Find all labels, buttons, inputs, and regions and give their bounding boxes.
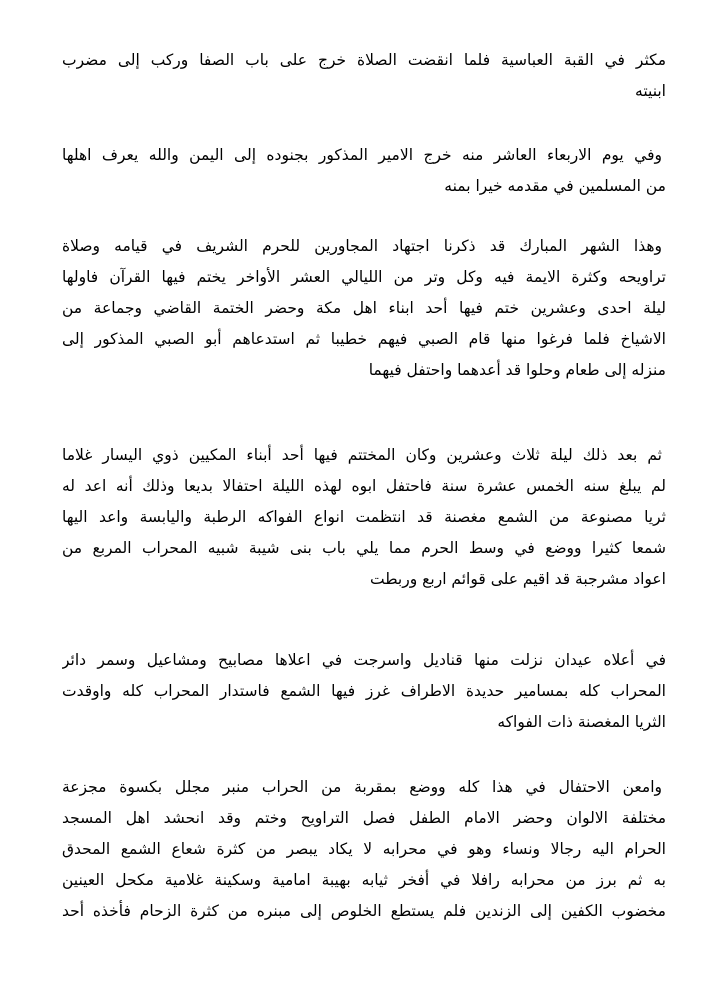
text-line: الحرام اليه رجالا ونساء وهو في محرابه لا يكاد يبصر من كثرة شعاع الشمع المحدق [62, 840, 666, 858]
text-line: الاشياخ فلما فرغوا منها قام الصبي فيهم خطيبا ثم استدعاهم أبو الصبي المذكور إلى [62, 330, 666, 348]
text-line: تراويحه وكثرة الايمة فيه وكل وتر من الليالي العشر الأواخر يختم فيها القرآن فاولها [62, 268, 666, 286]
text-line: مختلفة الالوان وحضر الامام الطفل فصل التراويح وختم وقد انحشد اهل المسجد [62, 809, 666, 827]
text-line: المحراب كله بمسامير حديدة الاطراف غرز فيها الشمع فاستدار المحراب كله واوقدت [62, 682, 666, 700]
text-line: لم يبلغ سنه الخمس عشرة سنة فاحتفل ابوه لهذه الليلة احتفالا بديعا وذلك أنه اعد له [62, 477, 666, 495]
paragraph-6 [62, 772, 666, 927]
text-line: وهذا الشهر المبارك قد ذكرنا اجتهاد المجاورين للحرم الشريف في قيامه وصلاة [62, 237, 662, 255]
text-line: به ثم برز من محرابه رافلا في أفخر ثيابه بهيبة امامية وسكينة غلامية مكحل العينين [62, 871, 666, 889]
text-line: ليلة احدى وعشرين ختم فيها أحد ابناء اهل مكة وحضر الختمة القاضي وجماعة من [62, 299, 666, 317]
text-line: منزله إلى طعام وحلوا قد أعدهما واحتفل فيهما [368, 361, 666, 379]
text-line: شمعا كثيرا ووضع في وسط الحرم مما يلي باب بنى شيبة شبيه المحراب المربع من [62, 539, 666, 557]
paragraph-2 [62, 140, 666, 202]
text-line: وامعن الاحتفال في هذا كله ووضع بمقربة من الحراب منبر مجلل بكسوة مجزعة [62, 778, 662, 796]
paragraph-1 [62, 45, 666, 107]
text-line: اعواد مشرجبة قد اقيم على قوائم اربع وربطت [370, 570, 666, 588]
text-line: مكثر في القبة العباسية فلما انقضت الصلاة خرج على باب الصفا وركب إلى مضرب [62, 51, 666, 69]
text-line: في أعلاه عيدان نزلت منها قناديل واسرجت في اعلاها مصابيح ومشاعيل وسمر دائر [62, 651, 666, 669]
text-line: مخضوب الكفين إلى الزندين فلم يستطع الخلوص إلى مبنره من كثرة الزحام فأخذه أحد [62, 902, 666, 920]
paragraph-3 [62, 231, 666, 386]
text-line: ثم بعد ذلك ليلة ثلاث وعشرين وكان المختتم فيها أحد أبناء المكيين ذوي اليسار غلاما [62, 446, 662, 464]
paragraph-5 [62, 645, 666, 738]
text-line: ابنيته [635, 82, 666, 100]
text-line: من المسلمين في مقدمه خيرا بمنه [444, 177, 666, 195]
text-line: الثريا المغصنة ذات الفواكه [497, 713, 666, 731]
text-line: ثريا مصنوعة من الشمع مغصنة قد انتظمت انواع الفواكه الرطبة واليابسة واعد اليها [62, 508, 666, 526]
paragraph-4 [62, 440, 666, 595]
text-line: وفي يوم الاربعاء العاشر منه خرج الامير المذكور بجنوده إلى اليمن والله يعرف اهلها [62, 146, 662, 164]
